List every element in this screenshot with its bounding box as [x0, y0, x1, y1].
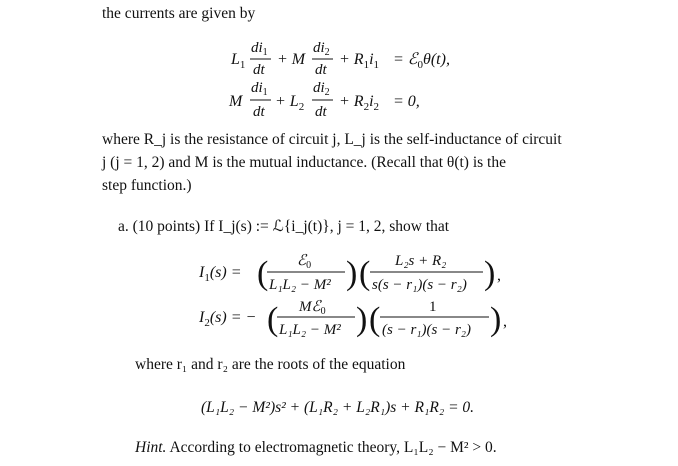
- svg-text:(: (: [267, 301, 279, 338]
- svg-text:): ): [356, 301, 368, 338]
- svg-text:I1(s) =: $I_1(s)$ =: [199, 264, 242, 284]
- svg-text:di2: $di_2$: [313, 80, 330, 98]
- svg-text:,: ,: [497, 267, 501, 284]
- svg-text:I2(s) = −: $I_2(s)$ = −: [199, 309, 257, 329]
- hint-text: According to electromagnetic theory, L₁L₂ − M² > 0.: [169, 439, 497, 456]
- svg-text:dt: dt: [253, 104, 265, 120]
- svg-text:M: M: [229, 93, 243, 110]
- hint-label: Hint.: [135, 439, 167, 456]
- part-a-statement: a. (10 points) If I_j(s) := ℒ{i_j(t)}, j = 1, 2, show that: [118, 218, 450, 235]
- description-line-3: step function.): [102, 177, 192, 194]
- svg-text:1: 1: [429, 299, 437, 315]
- svg-text:(: (: [257, 255, 269, 292]
- description-line-1: where R_j is the resistance of circuit j, L_j is the self-inductance of circuit: [102, 131, 562, 148]
- svg-text:di1: $di_1$: [251, 40, 268, 58]
- svg-text:): ): [484, 255, 496, 292]
- I1-equation: [198, 253, 501, 293]
- ode-equation-2: [228, 80, 420, 120]
- svg-text:ℰ0: ℰ$_0$: [297, 253, 312, 271]
- svg-text:= 0,: = 0,: [393, 93, 420, 110]
- svg-text:L₁L₂ − M²: L₁L₂ − M²: [279, 322, 341, 338]
- roots-text: where r₁ and r₂ are the roots of the equation: [135, 356, 406, 373]
- intro-text: the currents are given by: [102, 5, 256, 22]
- description-line-2: j (j = 1, 2) and M is the mutual inductance. (Recall that θ(t) is the: [102, 154, 506, 171]
- svg-text:+ M: + M: [277, 51, 306, 68]
- characteristic-equation: (L₁L₂ − M²)s² + (L₁R₂ + L₂R₁)s + R₁R₂ = 0.: [201, 399, 475, 416]
- svg-text:= ℰ0θ(t),: = ℰ$_0$θ(t),: [393, 51, 450, 71]
- laplace-results: [195, 244, 535, 344]
- I2-equation: [198, 299, 507, 338]
- svg-text:(: (: [359, 255, 371, 292]
- svg-text:s(s − r₁)(s − r₂): s(s − r₁)(s − r₂): [372, 277, 467, 293]
- svg-text:dt: dt: [315, 62, 327, 78]
- svg-text:(: (: [369, 301, 381, 338]
- svg-text:): ): [490, 301, 502, 338]
- ode-system: [215, 34, 475, 124]
- svg-text:L₂s + R₂: L₂s + R₂: [395, 253, 447, 269]
- svg-text:+ R1i1: + $R_1i_1$: [339, 51, 380, 71]
- svg-text:+ R2i2: + $R_2i_2$: [339, 93, 380, 113]
- svg-text:dt: dt: [315, 104, 327, 120]
- svg-text:Mℰ0: Mℰ$_0$: [299, 299, 326, 317]
- svg-text:): ): [346, 255, 358, 292]
- svg-text:di2: $di_2$: [313, 40, 330, 58]
- svg-text:+ L2: + $L_2$: [275, 93, 305, 113]
- svg-text:di1: $di_1$: [251, 80, 268, 98]
- svg-text:dt: dt: [253, 62, 265, 78]
- svg-text:,: ,: [503, 313, 507, 330]
- svg-text:L₁L₂ − M²: L₁L₂ − M²: [269, 277, 331, 293]
- hint-line: [135, 436, 497, 460]
- svg-text:L1: $L_1$: [231, 51, 246, 71]
- ode-equation-1: [230, 40, 450, 78]
- svg-text:(s − r₁)(s − r₂): (s − r₁)(s − r₂): [382, 322, 472, 338]
